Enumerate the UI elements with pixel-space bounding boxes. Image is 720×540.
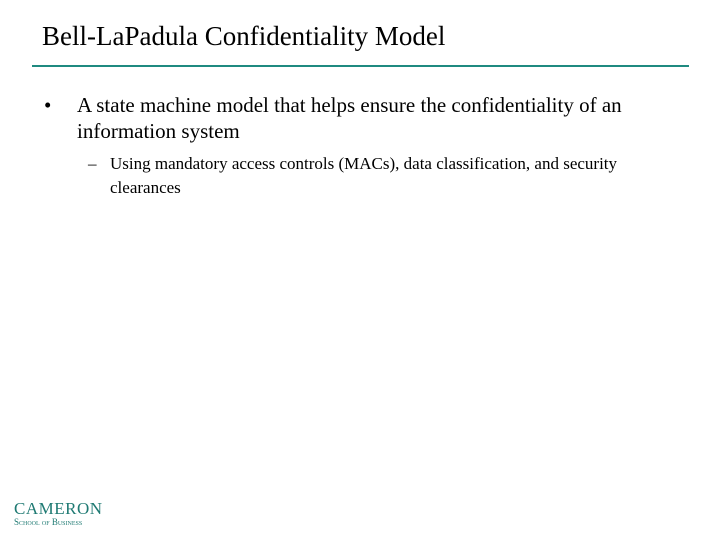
logo-sub-text: School of Business xyxy=(14,517,83,527)
title-divider xyxy=(32,65,689,67)
sub-bullet-marker: – xyxy=(88,154,97,173)
bullet-item xyxy=(44,92,664,144)
bullet-marker: • xyxy=(44,93,52,117)
cameron-logo xyxy=(14,500,114,530)
slide-title: Bell-LaPadula Confidentiality Model xyxy=(42,21,446,51)
sub-bullet-text: Using mandatory access controls (MACs), data classification, and security clearances xyxy=(110,154,618,197)
logo-main-text: CAMERON xyxy=(14,499,103,518)
bullet-text: A state machine model that helps ensure the confidentiality of an information system xyxy=(77,93,622,143)
sub-bullet-item xyxy=(88,152,648,200)
